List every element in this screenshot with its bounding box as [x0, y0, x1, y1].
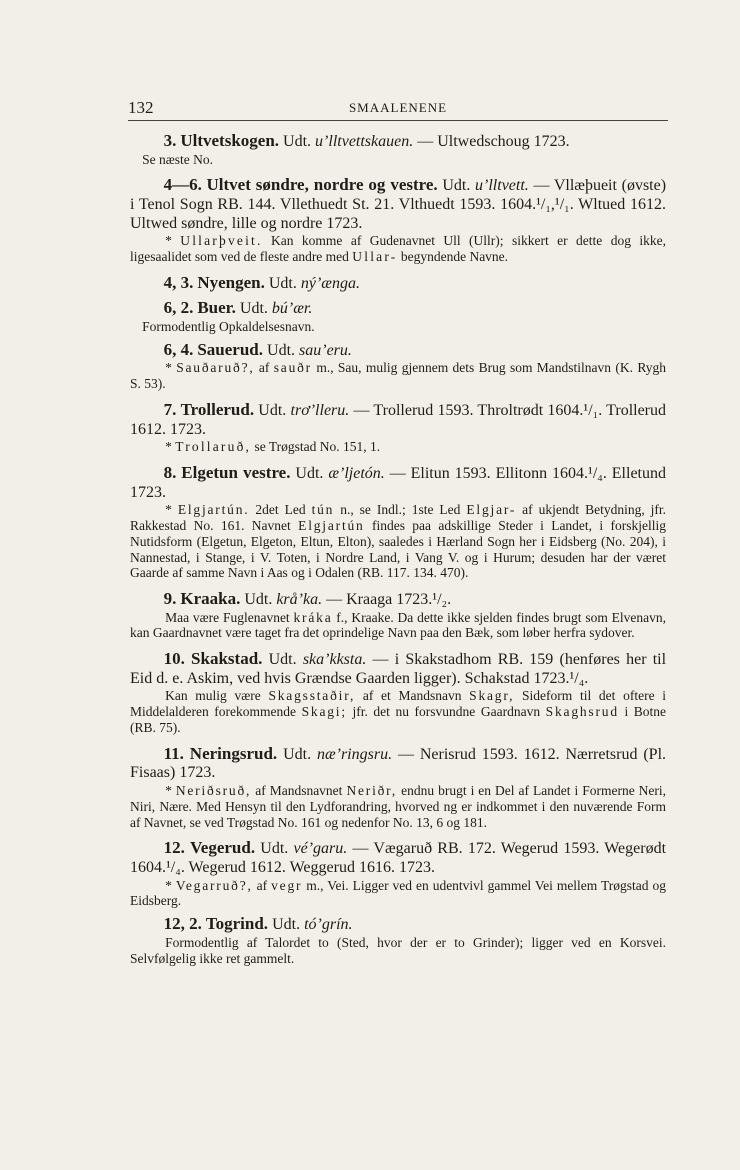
entry-name: Nyengen. — [197, 272, 265, 292]
header-rule — [128, 120, 668, 121]
entry-8 — [130, 464, 666, 581]
pronunciation: næ’ringsru. — [316, 745, 393, 763]
entry-text: 11. Neringsrud. Udt. næ’ringsru. — Nerisrud 1593. 1612. Nærretsrud (Pl. Fisaas) 1723. — [130, 743, 667, 782]
entry-note: * Sauðaruð?, af sauðr m., Sau, mulig gjennem dets Brug som Mandstilnavn (K. Rygh S. 53). — [130, 360, 667, 392]
page-header — [128, 98, 668, 120]
entry-7 — [130, 401, 666, 455]
entry-note: * Elgjartún. 2det Led tún n., se Indl.; 1ste Led Elgjar- af ukjendt Betydning, jfr. Rakkestad No. 161. Navnet Elgjartún findes paa adskillige Steder i Landet, i forskjellig Nutidsform (Elgetun, Elgeton, Eltun, Elton), saaledes i Hærland Sogn her i Eidsberg (No. 204), i Nannestad, i Stange, i V. Toten, i Nordre Land, i Vang V. og i Hurum; desuden har der været Gaarde af samme Navn i Aas og i Odalen (RB. 117. 134. 470). — [130, 502, 667, 581]
pronunciation: sau’eru. — [299, 341, 352, 359]
entry-4-3 — [130, 274, 666, 294]
entry-name: Ultvet søndre, nordre og vestre. — [206, 175, 438, 195]
entry-name: Togrind. — [205, 914, 269, 934]
page-content — [130, 132, 666, 966]
pronunciation: u’lltvett. — [475, 177, 529, 195]
pronunciation: bú’ær. — [271, 300, 313, 318]
entry-name: Vegerud. — [190, 838, 256, 858]
entry-text: 3. Ultvetskogen. Udt. u’lltvettskauen. — Ultwedschoug 1723. — [163, 131, 570, 150]
entry-9 — [130, 590, 666, 641]
entry-text: 4—6. Ultvet søndre, nordre og vestre. Udt. u’lltvett. — Vllæþueit (øvste) i Tenol Sogn RB. 144. Vllethuedt St. 21. Vlthuedt 1593. 1604.¹/₁,¹/₁. Wltued 1612. Ultwed søndre, lille og nordre 1723. — [130, 175, 667, 232]
entry-6-4 — [130, 341, 666, 392]
pronunciation: u’lltvettskauen. — [315, 133, 414, 150]
entry-10 — [130, 650, 666, 736]
pronunciation: krå’ka. — [276, 591, 323, 609]
pronunciation: tó’grín. — [304, 916, 353, 934]
entry-note: Maa være Fuglenavnet kráka f., Kraake. Da dette ikke sjelden findes brugt som Elvenavn, kan Gaardnavnet være taget fra det oprindelige Navn paa den Bæk, som løber herfra sydover. — [130, 609, 666, 641]
entry-name: Neringsrud. — [189, 743, 278, 763]
running-head: SMAALENENE — [348, 100, 448, 115]
pronunciation: ska’kksta. — [302, 651, 367, 669]
entry-name: Ultvetskogen. — [180, 131, 280, 150]
entry-12 — [130, 839, 666, 909]
pronunciation: vé’garu. — [293, 840, 348, 858]
entry-text: 12. Vegerud. Udt. vé’garu. — Vægaruð RB. 172. Wegerud 1593. Wegerødt 1604.¹/₄. Wegerud 1612. Weggerud 1616. 1723. — [130, 838, 667, 877]
entry-text: 6, 2. Buer. Udt. bú’ær. — [163, 298, 313, 318]
entry-text: 9. Kraaka. Udt. krå’ka. — Kraaga 1723.¹/₂. — [163, 589, 452, 609]
entry-text: 12, 2. Togrind. Udt. tó’grín. — [163, 914, 353, 934]
entry-12-2 — [130, 915, 666, 966]
entry-note: Kan mulig være Skagsstaðir, af et Mandsnavn Skagr, Sideform til det oftere i Middelalderen forekommende Skagi; jfr. det nu forsvundne Gaardnavn Skaghsrud i Botne (RB. 75). — [130, 688, 667, 736]
pronunciation: æ’ljetón. — [328, 464, 385, 482]
entry-note: Formodentlig af Talordet to (Sted, hvor der er to Grinder); ligger ved en Korsvei. Selvfølgelig ikke ret gammelt. — [130, 934, 666, 966]
entry-name: Trollerud. — [180, 399, 255, 419]
entry-name: Sauerud. — [197, 339, 264, 359]
entry-note: * Trollaruð, se Trøgstad No. 151, 1. — [165, 439, 381, 455]
entry-note: Se næste No. — [142, 151, 214, 167]
entry-name: Kraaka. — [180, 589, 241, 609]
entry-6-2 — [130, 299, 666, 334]
entry-note: * Neriðsruð, af Mandsnavnet Neriðr, endnu brugt i en Del af Landet i Formerne Neri, Niri, Nære. Med Hensyn til den Lydforandring, hvorved ng er indkommet i den nuværende Form af Navnet, se ved Trøgstad No. 161 og nedenfor No. 13, 6 og 181. — [130, 783, 667, 830]
entry-name: Elgetun vestre. — [181, 462, 291, 482]
entry-note: Formodentlig Opkaldelsesnavn. — [142, 318, 315, 334]
entry-note: * Ullarþveit. Kan komme af Gudenavnet Ull (Ullr); sikkert er dette dog ikke, ligesaalidet som ved de fleste andre med Ullar- begyndende Navne. — [130, 233, 666, 264]
entry-name: Buer. — [197, 298, 236, 318]
entry-text: 8. Elgetun vestre. Udt. æ’ljetón. — Elitun 1593. Ellitonn 1604.¹/₄. Elletund 1723. — [130, 462, 666, 501]
entry-text: 6, 4. Sauerud. Udt. sau’eru. — [163, 339, 352, 359]
entry-text: 7. Trollerud. Udt. trơ’lleru. — Trollerud 1593. Throltrødt 1604.¹/₁. Trollerud 1612. 1723. — [130, 399, 667, 438]
entry-note: * Vegarruð?, af vegr m., Vei. Ligger ved en udentvivl gammel Vei mellem Trøgstad og Eidsberg. — [130, 877, 667, 909]
entry-3 — [130, 132, 666, 167]
entry-text: 10. Skakstad. Udt. ska’kksta. — i Skakstadhom RB. 159 (henføres her til Eid d. e. Askim, ved hvis Grændse Gaarden ligger). Schakstad 1723.¹/₄. — [130, 649, 667, 687]
entry-text: 4, 3. Nyengen. Udt. ný’ænga. — [163, 272, 360, 292]
pronunciation: ný’ænga. — [300, 274, 360, 292]
entry-11 — [130, 745, 666, 831]
pronunciation: trơ’lleru. — [290, 401, 350, 419]
entry-name: Skakstad. — [191, 649, 263, 669]
page-number: 132 — [128, 98, 154, 117]
entry-4-6 — [130, 176, 666, 264]
